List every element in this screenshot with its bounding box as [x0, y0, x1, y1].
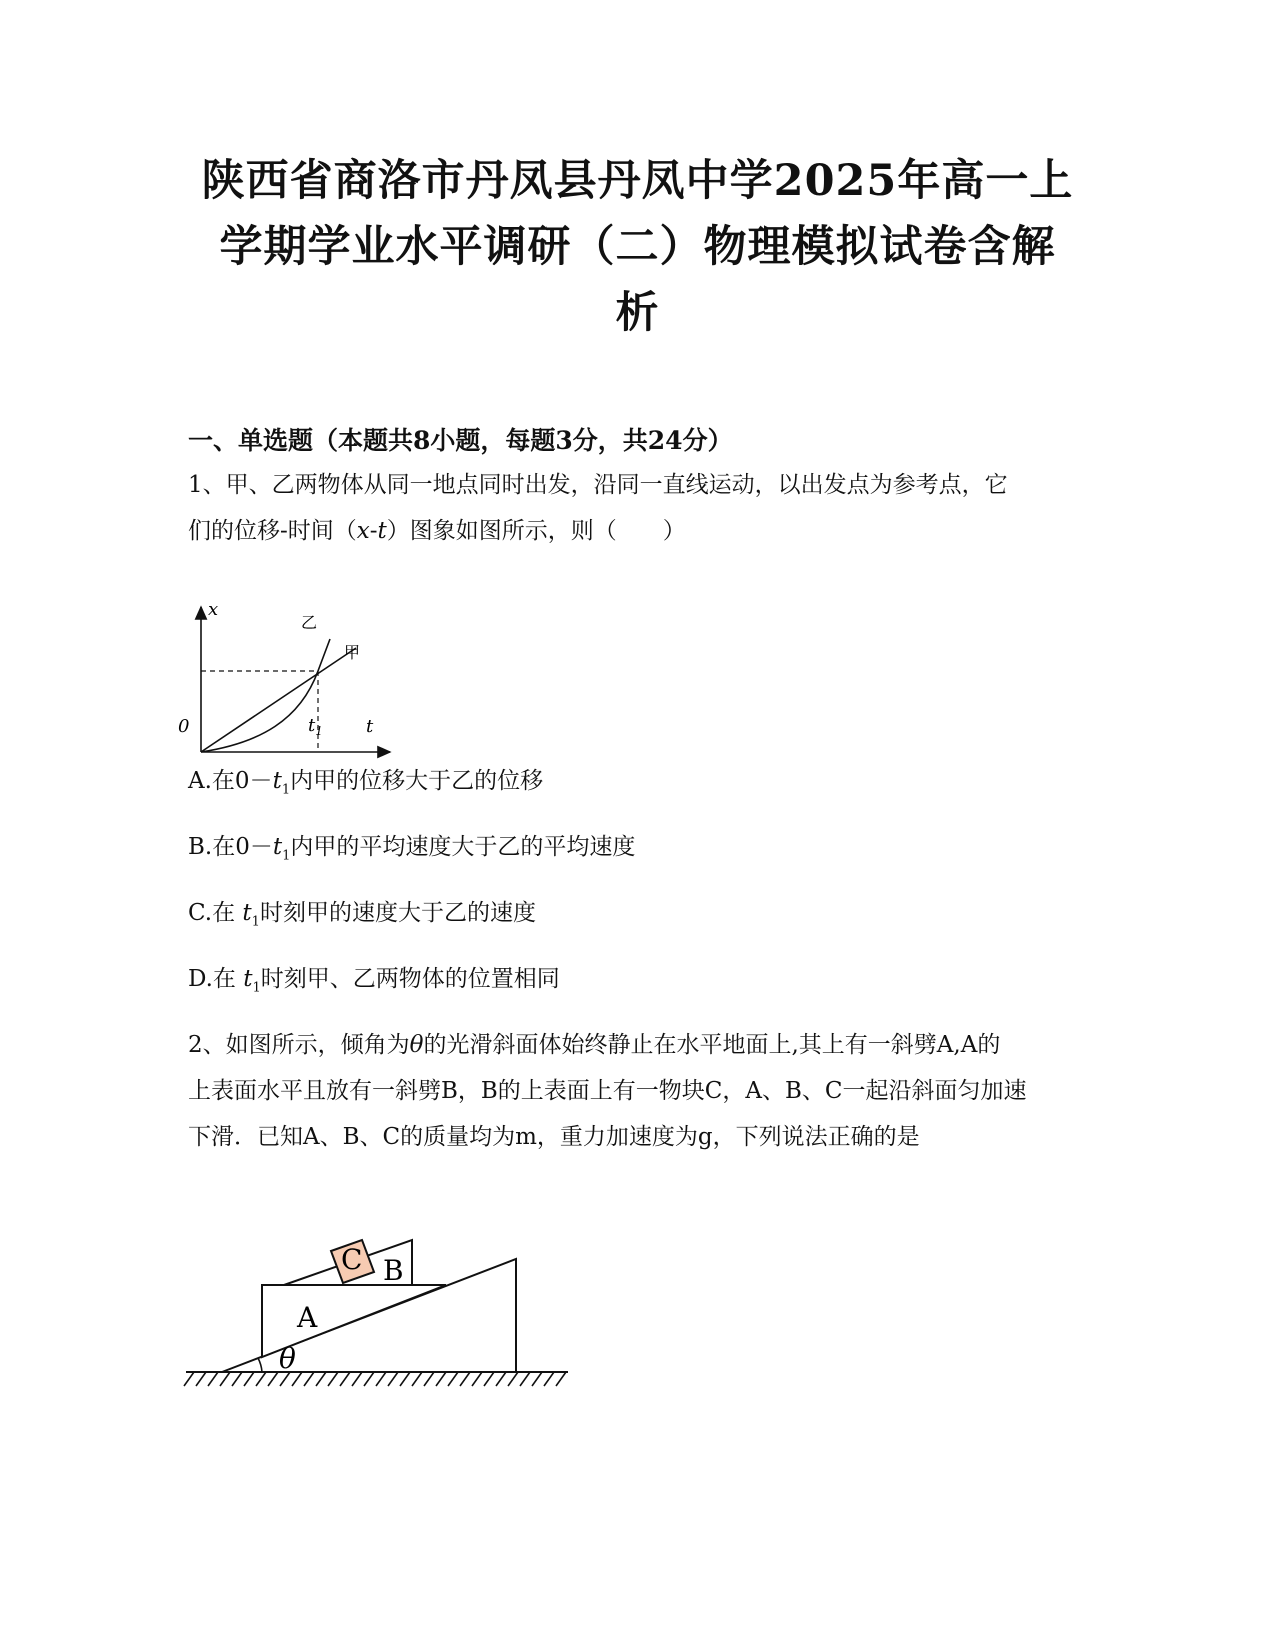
hatch-mark — [424, 1372, 434, 1386]
hatch-mark — [436, 1372, 446, 1386]
question-2-line-1: 2、如图所示，倾角为θ的光滑斜面体始终静止在水平地面上,其上有一斜劈A,A的 — [188, 1032, 1001, 1058]
label-b: B — [383, 1254, 404, 1287]
curve-yi-label: 乙 — [301, 613, 318, 632]
hatch-mark — [340, 1372, 350, 1386]
question-2-incline-figure — [180, 1180, 600, 1420]
question-1-option-a[interactable]: A.在$0-t_1$内甲的位移大于乙的位移 — [188, 768, 544, 798]
question-1-text — [188, 462, 1088, 554]
line-jia-label: 甲 — [344, 643, 361, 662]
label-a: A — [297, 1301, 318, 1334]
title-line-3: 析 — [615, 288, 660, 338]
line-jia — [201, 648, 356, 752]
question-2-line-3: 下滑．已知A、B、C的质量均为m，重力加速度为g，下列说法正确的是 — [188, 1124, 920, 1150]
hatch-mark — [328, 1372, 338, 1386]
hatch-mark — [376, 1372, 386, 1386]
t-axis-label: t — [366, 716, 374, 737]
hatch-mark — [352, 1372, 362, 1386]
title-line-1: 陕西省商洛市丹凤县丹凤中学2025年高一上 — [201, 156, 1074, 206]
hatch-mark — [496, 1372, 506, 1386]
hatch-mark — [532, 1372, 542, 1386]
hatch-mark — [244, 1372, 254, 1386]
section-heading-single-choice: 一、单选题（本题共8小题，每题3分，共24分） — [188, 426, 733, 455]
t1-label: $t_1$ — [308, 715, 323, 738]
hatch-mark — [184, 1372, 194, 1386]
question-2-text — [188, 1022, 1088, 1160]
x-axis-label: x — [208, 599, 219, 620]
label-theta: θ — [279, 1342, 296, 1375]
question-1-line-1: 1、甲、乙两物体从同一地点同时出发，沿同一直线运动，以出发点为参考点，它 — [188, 472, 1008, 498]
hatch-mark — [484, 1372, 494, 1386]
hatch-mark — [460, 1372, 470, 1386]
hatch-mark — [508, 1372, 518, 1386]
question-1-option-c[interactable]: C.在 $t_1$时刻甲的速度大于乙的速度 — [188, 900, 536, 930]
origin-label: 0 — [178, 716, 190, 737]
question-1-option-d[interactable]: D.在 $t_1$时刻甲、乙两物体的位置相同 — [188, 966, 560, 996]
hatch-mark — [472, 1372, 482, 1386]
label-c: C — [341, 1243, 363, 1276]
hatch-mark — [556, 1372, 566, 1386]
hatch-mark — [364, 1372, 374, 1386]
question-1-xt-graph — [170, 595, 410, 775]
document-title — [170, 148, 1105, 346]
hatch-mark — [316, 1372, 326, 1386]
hatch-mark — [268, 1372, 278, 1386]
ground-hatching — [184, 1372, 566, 1386]
hatch-mark — [520, 1372, 530, 1386]
hatch-mark — [256, 1372, 266, 1386]
hatch-mark — [400, 1372, 410, 1386]
question-2-line-2: 上表面水平且放有一斜劈B，B的上表面上有一物块C，A、B、C一起沿斜面匀加速 — [188, 1078, 1027, 1104]
hatch-mark — [544, 1372, 554, 1386]
hatch-mark — [196, 1372, 206, 1386]
hatch-mark — [388, 1372, 398, 1386]
hatch-mark — [232, 1372, 242, 1386]
question-1-option-b[interactable]: B.在$0-t_1$内甲的平均速度大于乙的平均速度 — [188, 834, 636, 864]
hatch-mark — [448, 1372, 458, 1386]
hatch-mark — [220, 1372, 230, 1386]
hatch-mark — [304, 1372, 314, 1386]
title-line-2: 学期学业水平调研（二）物理模拟试卷含解 — [219, 222, 1056, 272]
question-1-line-2: 们的位移-时间（x-t）图象如图所示，则（ ） — [188, 518, 686, 544]
hatch-mark — [208, 1372, 218, 1386]
hatch-mark — [412, 1372, 422, 1386]
